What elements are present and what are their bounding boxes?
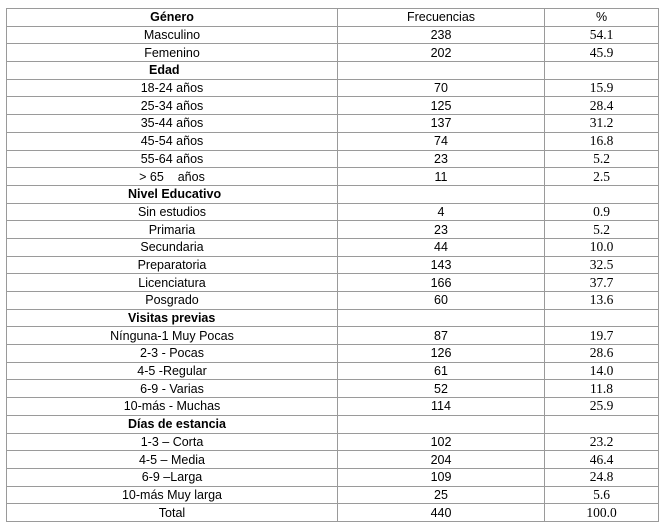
row-freq: 23 bbox=[338, 150, 545, 168]
frequency-table bbox=[6, 8, 659, 522]
row-pct: 5.6 bbox=[545, 486, 659, 504]
row-pct: 23.2 bbox=[545, 433, 659, 451]
section-title-edad: Edad bbox=[7, 62, 338, 80]
row-pct: 24.8 bbox=[545, 468, 659, 486]
row-pct: 54.1 bbox=[545, 26, 659, 44]
row-label: Sin estudios bbox=[7, 203, 338, 221]
table-row bbox=[7, 345, 659, 363]
table-row bbox=[7, 380, 659, 398]
row-freq: 60 bbox=[338, 292, 545, 310]
row-pct: 32.5 bbox=[545, 256, 659, 274]
total-label: Total bbox=[7, 504, 338, 522]
row-label: Posgrado bbox=[7, 292, 338, 310]
row-freq: 143 bbox=[338, 256, 545, 274]
row-freq: 202 bbox=[338, 44, 545, 62]
row-freq: 11 bbox=[338, 168, 545, 186]
row-pct: 11.8 bbox=[545, 380, 659, 398]
table-row bbox=[7, 79, 659, 97]
header-frecuencias: Frecuencias bbox=[338, 9, 545, 27]
section-title-nivel: Nivel Educativo bbox=[7, 185, 338, 203]
table-row bbox=[7, 486, 659, 504]
row-label: 6-9 - Varias bbox=[7, 380, 338, 398]
row-pct: 2.5 bbox=[545, 168, 659, 186]
row-label: Nínguna-1 Muy Pocas bbox=[7, 327, 338, 345]
table-row bbox=[7, 256, 659, 274]
row-label: 1-3 – Corta bbox=[7, 433, 338, 451]
table-row bbox=[7, 362, 659, 380]
row-pct: 5.2 bbox=[545, 150, 659, 168]
section-row-edad bbox=[7, 62, 659, 80]
row-label: Preparatoria bbox=[7, 256, 338, 274]
row-label: Primaria bbox=[7, 221, 338, 239]
table-row bbox=[7, 115, 659, 133]
row-pct: 28.4 bbox=[545, 97, 659, 115]
table-row bbox=[7, 398, 659, 416]
empty-cell bbox=[545, 185, 659, 203]
table-row bbox=[7, 150, 659, 168]
section-title-visitas: Visitas previas bbox=[7, 309, 338, 327]
table-row bbox=[7, 433, 659, 451]
row-pct: 15.9 bbox=[545, 79, 659, 97]
row-label: > 65 años bbox=[7, 168, 338, 186]
empty-cell bbox=[545, 309, 659, 327]
empty-cell bbox=[338, 62, 545, 80]
row-pct: 25.9 bbox=[545, 398, 659, 416]
total-pct: 100.0 bbox=[545, 504, 659, 522]
row-freq: 74 bbox=[338, 132, 545, 150]
row-pct: 5.2 bbox=[545, 221, 659, 239]
header-porcentaje: % bbox=[545, 9, 659, 27]
row-label: 10-más - Muchas bbox=[7, 398, 338, 416]
table-row bbox=[7, 468, 659, 486]
row-freq: 44 bbox=[338, 238, 545, 256]
total-freq: 440 bbox=[338, 504, 545, 522]
empty-cell bbox=[338, 309, 545, 327]
table-row bbox=[7, 132, 659, 150]
row-label: 35-44 años bbox=[7, 115, 338, 133]
header-genero: Género bbox=[7, 9, 338, 27]
row-freq: 61 bbox=[338, 362, 545, 380]
table-row bbox=[7, 292, 659, 310]
row-pct: 13.6 bbox=[545, 292, 659, 310]
row-pct: 0.9 bbox=[545, 203, 659, 221]
row-freq: 87 bbox=[338, 327, 545, 345]
row-freq: 126 bbox=[338, 345, 545, 363]
section-row-nivel bbox=[7, 185, 659, 203]
row-pct: 16.8 bbox=[545, 132, 659, 150]
total-row bbox=[7, 504, 659, 522]
section-title-dias: Días de estancia bbox=[7, 415, 338, 433]
row-freq: 109 bbox=[338, 468, 545, 486]
table-row bbox=[7, 97, 659, 115]
row-label: Secundaria bbox=[7, 238, 338, 256]
row-pct: 14.0 bbox=[545, 362, 659, 380]
row-pct: 19.7 bbox=[545, 327, 659, 345]
row-label: 10-más Muy larga bbox=[7, 486, 338, 504]
empty-cell bbox=[545, 62, 659, 80]
table-row bbox=[7, 221, 659, 239]
empty-cell bbox=[338, 415, 545, 433]
row-freq: 4 bbox=[338, 203, 545, 221]
row-freq: 25 bbox=[338, 486, 545, 504]
row-freq: 166 bbox=[338, 274, 545, 292]
row-freq: 238 bbox=[338, 26, 545, 44]
table-row bbox=[7, 44, 659, 62]
row-freq: 23 bbox=[338, 221, 545, 239]
row-freq: 125 bbox=[338, 97, 545, 115]
row-freq: 137 bbox=[338, 115, 545, 133]
row-pct: 45.9 bbox=[545, 44, 659, 62]
row-pct: 31.2 bbox=[545, 115, 659, 133]
row-label: Femenino bbox=[7, 44, 338, 62]
row-pct: 28.6 bbox=[545, 345, 659, 363]
row-label: 4-5 -Regular bbox=[7, 362, 338, 380]
table-row bbox=[7, 203, 659, 221]
row-pct: 10.0 bbox=[545, 238, 659, 256]
row-freq: 70 bbox=[338, 79, 545, 97]
row-label: 4-5 – Media bbox=[7, 451, 338, 469]
section-row-dias bbox=[7, 415, 659, 433]
row-freq: 102 bbox=[338, 433, 545, 451]
row-pct: 46.4 bbox=[545, 451, 659, 469]
table-row bbox=[7, 274, 659, 292]
empty-cell bbox=[545, 415, 659, 433]
row-label: 18-24 años bbox=[7, 79, 338, 97]
row-freq: 114 bbox=[338, 398, 545, 416]
table-row bbox=[7, 238, 659, 256]
row-label: Masculino bbox=[7, 26, 338, 44]
table-row bbox=[7, 26, 659, 44]
table-row bbox=[7, 168, 659, 186]
row-label: 6-9 –Larga bbox=[7, 468, 338, 486]
row-freq: 52 bbox=[338, 380, 545, 398]
row-label: 2-3 - Pocas bbox=[7, 345, 338, 363]
row-label: 25-34 años bbox=[7, 97, 338, 115]
section-row-visitas bbox=[7, 309, 659, 327]
empty-cell bbox=[338, 185, 545, 203]
table-row bbox=[7, 451, 659, 469]
row-label: 55-64 años bbox=[7, 150, 338, 168]
row-label: Licenciatura bbox=[7, 274, 338, 292]
table-body bbox=[7, 9, 659, 522]
header-row bbox=[7, 9, 659, 27]
table-row bbox=[7, 327, 659, 345]
row-pct: 37.7 bbox=[545, 274, 659, 292]
row-freq: 204 bbox=[338, 451, 545, 469]
row-label: 45-54 años bbox=[7, 132, 338, 150]
